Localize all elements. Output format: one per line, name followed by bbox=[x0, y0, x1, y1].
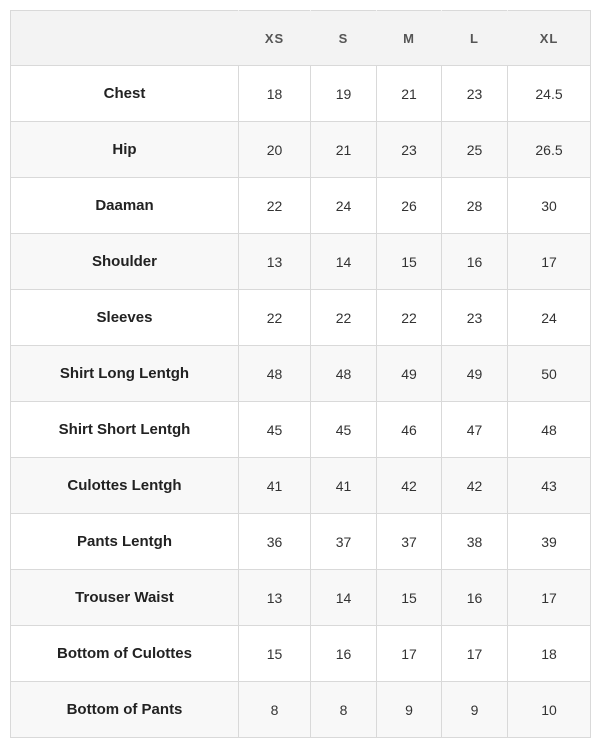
table-row bbox=[11, 514, 591, 570]
table-cell: 13 bbox=[239, 570, 311, 626]
table-cell: 48 bbox=[239, 346, 311, 402]
table-cell: 21 bbox=[311, 122, 377, 178]
table-cell: 13 bbox=[239, 234, 311, 290]
table-cell: 19 bbox=[311, 66, 377, 122]
table-row bbox=[11, 346, 591, 402]
table-cell: 22 bbox=[311, 290, 377, 346]
table-body bbox=[11, 66, 591, 738]
header-cell-blank bbox=[11, 11, 239, 66]
row-label: Hip bbox=[11, 122, 239, 178]
table-cell: 22 bbox=[239, 178, 311, 234]
row-label: Bottom of Pants bbox=[11, 682, 239, 738]
table-row bbox=[11, 290, 591, 346]
table-cell: 47 bbox=[442, 402, 508, 458]
table-cell: 23 bbox=[377, 122, 442, 178]
table-cell: 42 bbox=[442, 458, 508, 514]
table-cell: 37 bbox=[311, 514, 377, 570]
row-label: Culottes Lentgh bbox=[11, 458, 239, 514]
table-cell: 49 bbox=[377, 346, 442, 402]
table-cell: 17 bbox=[442, 626, 508, 682]
table-cell: 36 bbox=[239, 514, 311, 570]
table-cell: 18 bbox=[239, 66, 311, 122]
size-chart-container bbox=[10, 10, 590, 738]
table-cell: 8 bbox=[239, 682, 311, 738]
table-cell: 45 bbox=[311, 402, 377, 458]
table-cell: 26.5 bbox=[508, 122, 591, 178]
table-cell: 15 bbox=[377, 234, 442, 290]
header-row bbox=[11, 11, 591, 66]
table-row bbox=[11, 570, 591, 626]
table-row bbox=[11, 234, 591, 290]
table-cell: 39 bbox=[508, 514, 591, 570]
row-label: Shirt Short Lentgh bbox=[11, 402, 239, 458]
row-label: Shirt Long Lentgh bbox=[11, 346, 239, 402]
table-row bbox=[11, 66, 591, 122]
table-row bbox=[11, 626, 591, 682]
table-cell: 17 bbox=[508, 234, 591, 290]
table-cell: 17 bbox=[377, 626, 442, 682]
header-cell-xl: XL bbox=[508, 11, 591, 66]
table-cell: 24.5 bbox=[508, 66, 591, 122]
table-row bbox=[11, 682, 591, 738]
row-label: Bottom of Culottes bbox=[11, 626, 239, 682]
table-cell: 41 bbox=[311, 458, 377, 514]
size-chart-table bbox=[10, 10, 591, 738]
table-cell: 23 bbox=[442, 66, 508, 122]
table-cell: 10 bbox=[508, 682, 591, 738]
row-label: Shoulder bbox=[11, 234, 239, 290]
table-cell: 16 bbox=[442, 570, 508, 626]
table-cell: 16 bbox=[442, 234, 508, 290]
table-cell: 20 bbox=[239, 122, 311, 178]
table-cell: 14 bbox=[311, 570, 377, 626]
table-cell: 9 bbox=[377, 682, 442, 738]
table-cell: 22 bbox=[239, 290, 311, 346]
table-cell: 9 bbox=[442, 682, 508, 738]
table-cell: 37 bbox=[377, 514, 442, 570]
table-cell: 28 bbox=[442, 178, 508, 234]
header-cell-xs: XS bbox=[239, 11, 311, 66]
table-cell: 25 bbox=[442, 122, 508, 178]
table-cell: 15 bbox=[377, 570, 442, 626]
table-cell: 8 bbox=[311, 682, 377, 738]
header-cell-s: S bbox=[311, 11, 377, 66]
table-cell: 16 bbox=[311, 626, 377, 682]
table-cell: 45 bbox=[239, 402, 311, 458]
table-cell: 26 bbox=[377, 178, 442, 234]
table-cell: 21 bbox=[377, 66, 442, 122]
table-cell: 30 bbox=[508, 178, 591, 234]
header-cell-m: M bbox=[377, 11, 442, 66]
table-cell: 48 bbox=[508, 402, 591, 458]
header-cell-l: L bbox=[442, 11, 508, 66]
table-cell: 18 bbox=[508, 626, 591, 682]
table-row bbox=[11, 402, 591, 458]
table-cell: 22 bbox=[377, 290, 442, 346]
row-label: Trouser Waist bbox=[11, 570, 239, 626]
row-label: Pants Lentgh bbox=[11, 514, 239, 570]
table-cell: 23 bbox=[442, 290, 508, 346]
table-cell: 42 bbox=[377, 458, 442, 514]
table-cell: 48 bbox=[311, 346, 377, 402]
table-row bbox=[11, 458, 591, 514]
table-cell: 38 bbox=[442, 514, 508, 570]
row-label: Chest bbox=[11, 66, 239, 122]
row-label: Daaman bbox=[11, 178, 239, 234]
table-cell: 17 bbox=[508, 570, 591, 626]
table-cell: 14 bbox=[311, 234, 377, 290]
table-cell: 46 bbox=[377, 402, 442, 458]
table-cell: 15 bbox=[239, 626, 311, 682]
table-cell: 41 bbox=[239, 458, 311, 514]
table-cell: 43 bbox=[508, 458, 591, 514]
row-label: Sleeves bbox=[11, 290, 239, 346]
table-cell: 50 bbox=[508, 346, 591, 402]
table-row bbox=[11, 122, 591, 178]
table-cell: 24 bbox=[508, 290, 591, 346]
table-row bbox=[11, 178, 591, 234]
table-cell: 49 bbox=[442, 346, 508, 402]
table-cell: 24 bbox=[311, 178, 377, 234]
